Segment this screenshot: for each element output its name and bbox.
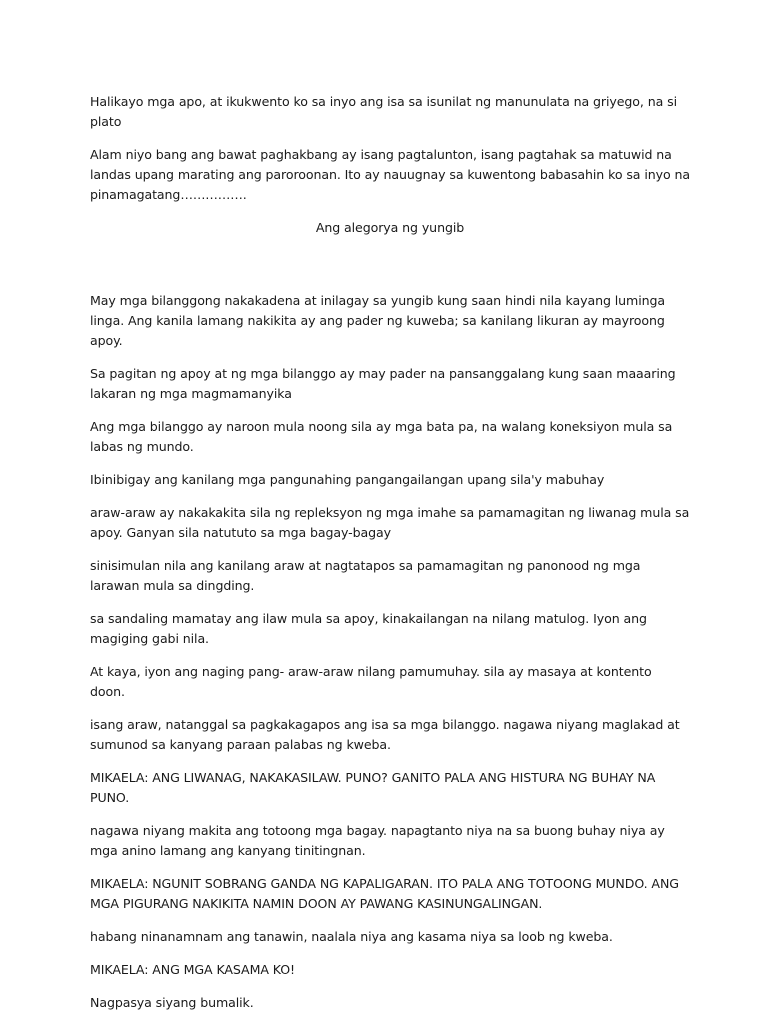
story-paragraph: Ang mga bilanggo ay naroon mula noong sila ay mga bata pa, na walang koneksiyon mula sa labas ng mundo.: [90, 419, 673, 454]
story-paragraph: sinisimulan nila ang kanilang araw at nagtatapos sa pamamagitan ng panonood ng mga larawan mula sa dingding.: [90, 558, 641, 593]
document-body: [90, 92, 690, 1026]
story-paragraph: Nagpasya siyang bumalik.: [90, 995, 254, 1010]
intro-paragraph: Alam niyo bang ang bawat paghakbang ay isang pagtalunton, isang pagtahak sa matuwid na landas upang marating ang paroroonan. Ito ay nauugnay sa kuwentong babasahin ko sa inyo na pinamagatang…………….: [90, 147, 690, 202]
story-paragraph: araw-araw ay nakakakita sila ng repleksyon ng mga imahe sa pamamagitan ng liwanag mula sa apoy. Ganyan sila natututo sa mga bagay-bagay: [90, 505, 690, 540]
story-paragraph: nagawa niyang makita ang totoong mga bagay. napagtanto niya na sa buong buhay niya ay mga anino lamang ang kanyang tinitingnan.: [90, 823, 665, 858]
story-paragraph: Sa pagitan ng apoy at ng mga bilanggo ay may pader na pansanggalang kung saan maaaring lakaran ng mga magmamanyika: [90, 366, 676, 401]
story-paragraph: May mga bilanggong nakakadena at inilagay sa yungib kung saan hindi nila kayang luminga linga. Ang kanila lamang nakikita ay ang pader ng kuweba; sa kanilang likuran ay mayroong apoy.: [90, 293, 666, 348]
intro-paragraph: Halikayo mga apo, at ikukwento ko sa inyo ang isa sa isunilat ng manunulata na griyego, na si plato: [90, 94, 677, 129]
dialogue-line: MIKAELA: NGUNIT SOBRANG GANDA NG KAPALIGARAN. ITO PALA ANG TOTOONG MUNDO. ANG MGA PIGURANG NAKIKITA NAMIN DOON AY PAWANG KASINUNGALINGAN.: [90, 876, 679, 911]
story-paragraph: habang ninanamnam ang tanawin, naalala niya ang kasama niya sa loob ng kweba.: [90, 929, 613, 944]
story-paragraph: isang araw, natanggal sa pagkakagapos ang isa sa mga bilanggo. nagawa niyang maglakad at sumunod sa kanyang paraan palabas ng kweba.: [90, 717, 680, 752]
story-paragraph: Ibinibigay ang kanilang mga pangunahing pangangailangan upang sila'y mabuhay: [90, 472, 605, 487]
story-title: Ang alegorya ng yungib: [315, 220, 465, 235]
story-paragraph: sa sandaling mamatay ang ilaw mula sa apoy, kinakailangan na nilang matulog. Iyon ang magiging gabi nila.: [90, 611, 647, 646]
dialogue-line: MIKAELA: ANG LIWANAG, NAKAKASILAW. PUNO? GANITO PALA ANG HISTURA NG BUHAY NA PUNO.: [90, 770, 656, 805]
dialogue-line: MIKAELA: ANG MGA KASAMA KO!: [90, 962, 295, 977]
story-paragraph: At kaya, iyon ang naging pang- araw-araw nilang pamumuhay. sila ay masaya at kontento doon.: [90, 664, 652, 699]
